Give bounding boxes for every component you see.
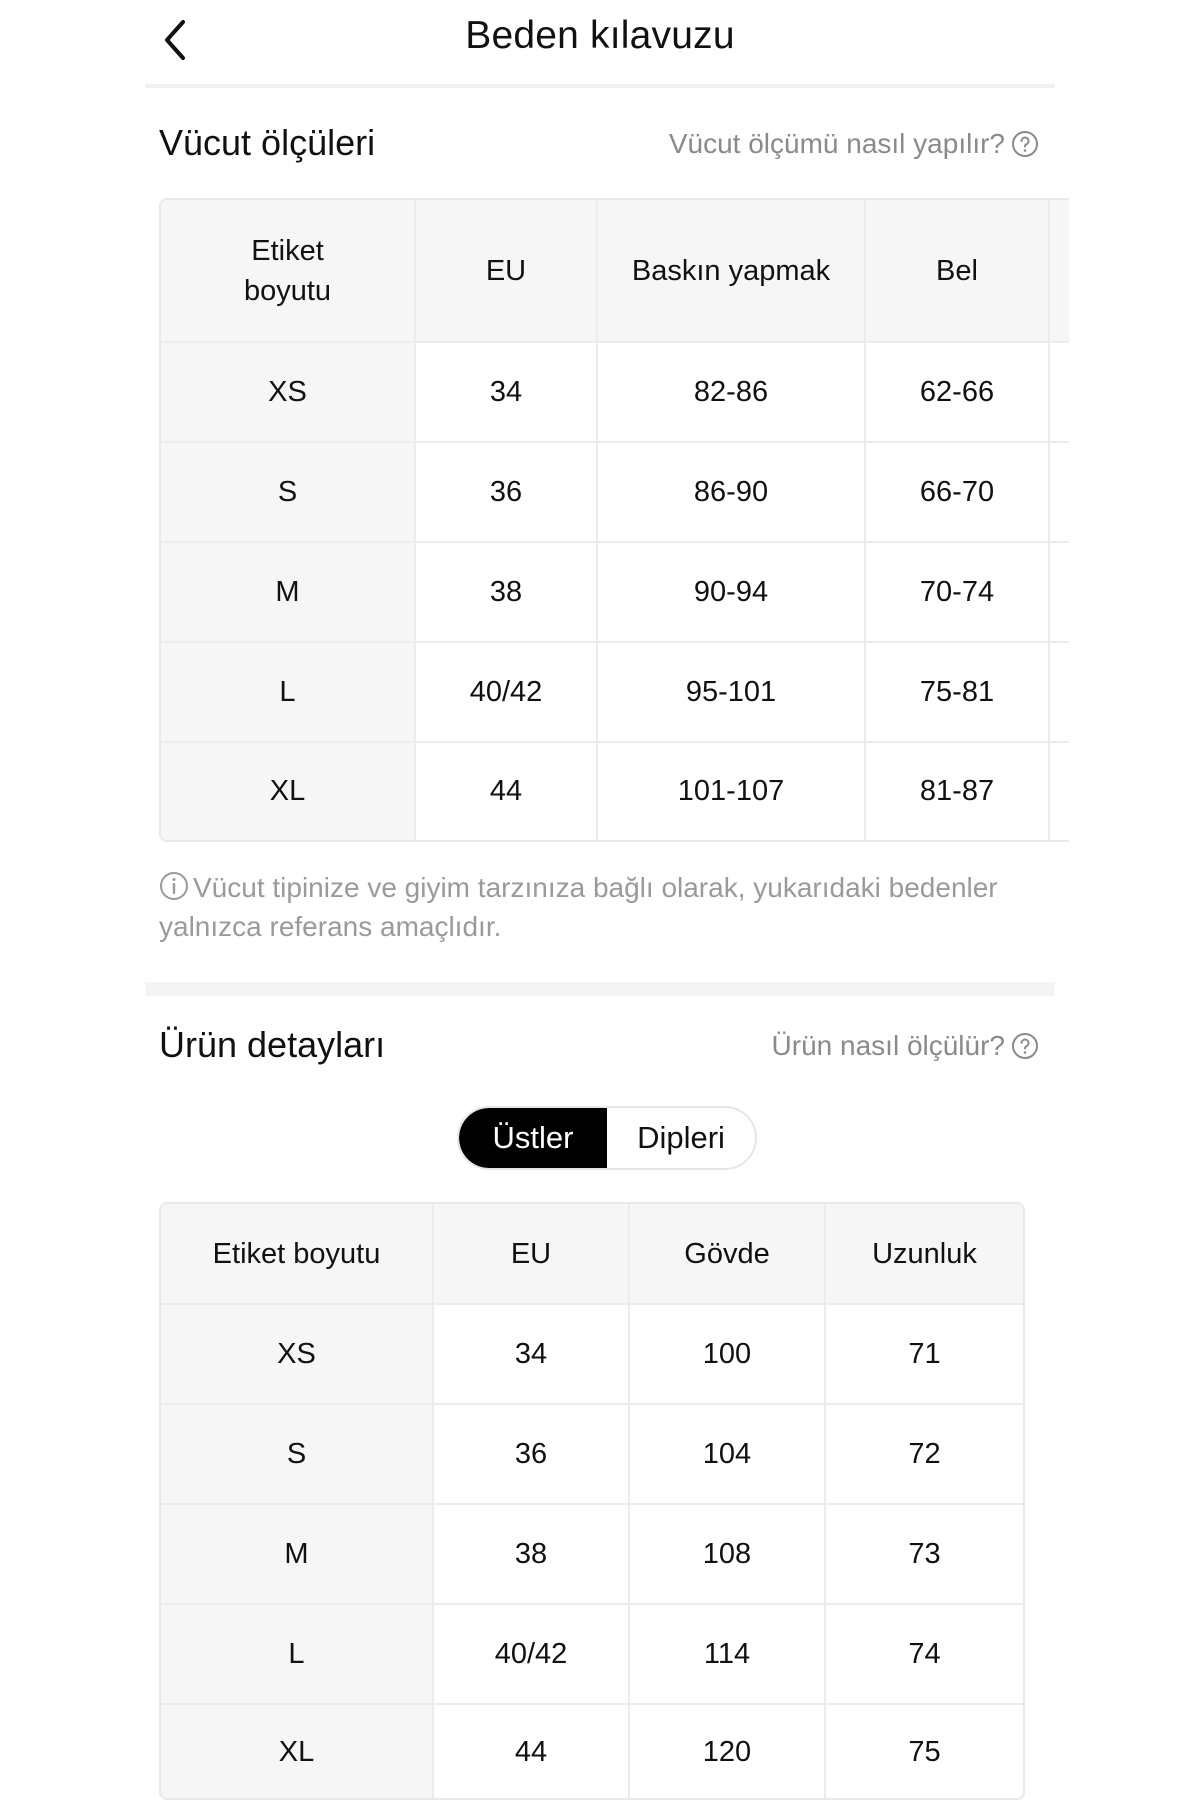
body-cell: 120 (629, 1704, 825, 1800)
overflow-cell (1049, 742, 1069, 840)
table-row (161, 1504, 1023, 1604)
table-row (161, 1304, 1023, 1404)
body-measure-help-link[interactable] (669, 128, 1039, 160)
body-cell: 114 (629, 1604, 825, 1704)
eu-cell: 44 (415, 742, 597, 840)
bust-cell: 86-90 (597, 442, 865, 542)
bust-cell: 82-86 (597, 342, 865, 442)
table-row (161, 742, 1069, 840)
size-guide-page (145, 0, 1055, 1800)
length-cell: 74 (825, 1604, 1023, 1704)
body-measurements-head (159, 122, 1039, 172)
column-header: Uzunluk (825, 1204, 1023, 1304)
size-cell: XS (161, 1304, 433, 1404)
table-row (161, 1404, 1023, 1504)
eu-cell: 36 (433, 1404, 629, 1504)
size-cell: XL (161, 1704, 433, 1800)
size-cell: M (161, 542, 415, 642)
body-cell: 104 (629, 1404, 825, 1504)
bust-cell: 95-101 (597, 642, 865, 742)
question-circle-icon (1011, 1032, 1039, 1060)
eu-cell: 40/42 (415, 642, 597, 742)
tab-tops[interactable]: Üstler (459, 1108, 607, 1168)
length-cell: 75 (908, 1736, 941, 1768)
waist-cell: 62-66 (865, 342, 1049, 442)
category-toggle (457, 1106, 757, 1170)
waist-cell: 75-81 (865, 642, 1049, 742)
waist-cell: 70-74 (865, 542, 1049, 642)
eu-cell: 34 (433, 1304, 629, 1404)
eu-cell: 36 (415, 442, 597, 542)
product-measure-help-link[interactable] (772, 1030, 1039, 1062)
product-measure-help-text: Ürün nasıl ölçülür? (771, 1030, 1005, 1061)
size-cell: XS (161, 342, 415, 442)
eu-cell: 38 (433, 1504, 629, 1604)
body-cell: 108 (629, 1504, 825, 1604)
product-size-table (159, 1202, 1025, 1800)
overflow-cell (1049, 442, 1069, 542)
table-header-row (161, 1204, 1023, 1304)
question-circle-icon (1011, 130, 1039, 158)
size-cell: XL (161, 742, 415, 840)
info-circle-icon (159, 871, 189, 901)
reference-note (159, 868, 1039, 946)
size-cell: M (161, 1504, 433, 1604)
page-title: Beden kılavuzu (465, 14, 735, 57)
eu-cell: 40/42 (433, 1604, 629, 1704)
size-cell: L (161, 1604, 433, 1704)
column-header: Baskın yapmak (597, 200, 865, 342)
column-header: Bel (865, 200, 1049, 342)
bust-cell: 101-107 (597, 742, 865, 840)
eu-cell: 38 (415, 542, 597, 642)
size-cell: L (161, 642, 415, 742)
column-header: Gövde (629, 1204, 825, 1304)
tab-bottoms[interactable]: Dipleri (637, 1120, 725, 1155)
column-header: Etiket boyutu (161, 1204, 433, 1304)
table-row (161, 442, 1069, 542)
overflow-cell (1049, 642, 1069, 742)
table-row (161, 642, 1069, 742)
overflow-cell (1049, 542, 1069, 642)
body-cell: 100 (629, 1304, 825, 1404)
table-row (161, 1604, 1023, 1704)
body-measurements-title: Vücut ölçüleri (159, 122, 376, 163)
eu-cell: 44 (433, 1704, 629, 1800)
header (145, 0, 1055, 86)
column-header: Etiket boyutu (161, 200, 415, 342)
length-cell: 71 (825, 1304, 1023, 1404)
overflow-cell (1049, 342, 1069, 442)
length-cell: 73 (825, 1504, 1023, 1604)
product-details-title: Ürün detayları (159, 1024, 386, 1065)
body-size-table (159, 198, 1069, 842)
body-measure-help-text: Vücut ölçümü nasıl yapılır? (668, 128, 1005, 159)
waist-cell: 66-70 (865, 442, 1049, 542)
waist-cell: 81-87 (865, 742, 1049, 840)
section-divider (145, 982, 1055, 996)
table-row (161, 542, 1069, 642)
column-header-overflow (1049, 200, 1069, 342)
header-divider (145, 84, 1055, 88)
eu-cell: 34 (415, 342, 597, 442)
column-header: EU (415, 200, 597, 342)
table-row (161, 342, 1069, 442)
length-cell: 72 (825, 1404, 1023, 1504)
size-cell: S (161, 1404, 433, 1504)
bust-cell: 90-94 (597, 542, 865, 642)
reference-note-text: Vücut tipinize ve giyim tarzınıza bağlı olarak, yukarıdaki bedenler yalnızca referans amaçlıdır. (159, 872, 998, 942)
table-header-row (161, 200, 1069, 342)
table-row (161, 1704, 1023, 1800)
product-details-head (159, 1024, 1039, 1074)
column-header: EU (433, 1204, 629, 1304)
size-cell: S (161, 442, 415, 542)
